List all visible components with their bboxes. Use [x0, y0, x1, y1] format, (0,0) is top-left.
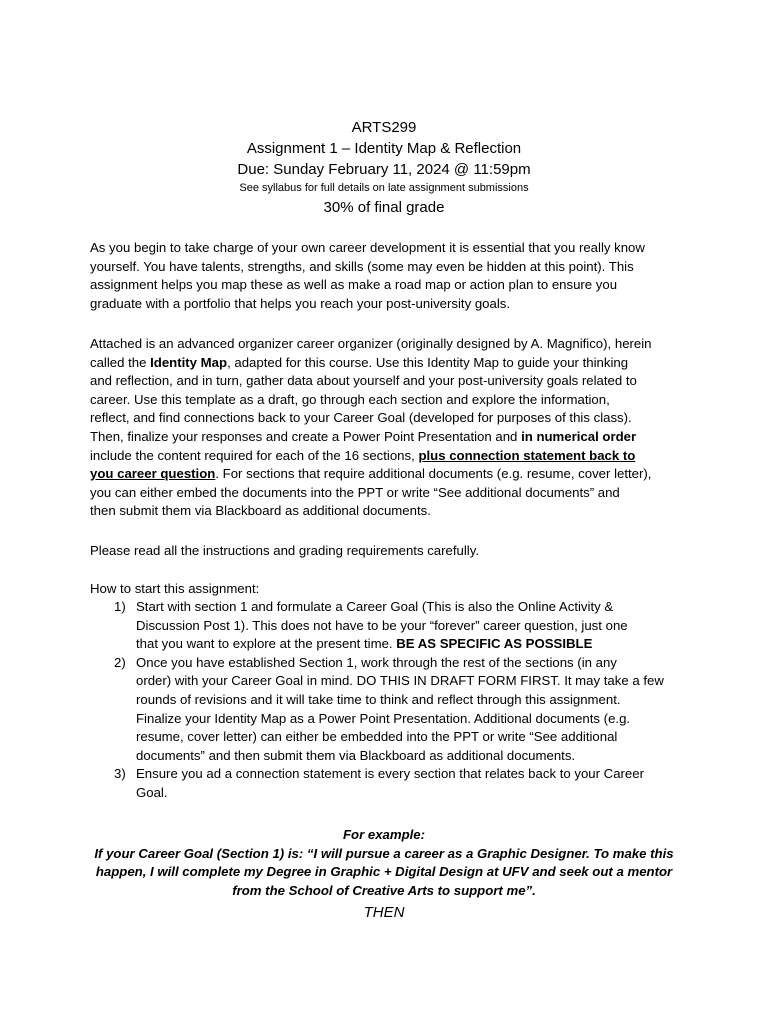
intro-paragraph [90, 239, 682, 313]
example-line: If your Career Goal (Section 1) is: “I will pursue a career as a Graphic Designer. To make this [94, 845, 674, 861]
example-line: from the School of Creative Arts to support me”. [232, 882, 536, 898]
list-line: order) with your Career Goal in mind. DO THIS IN DRAFT FORM FIRST. It may take a few [136, 673, 664, 689]
assignment-title: Assignment 1 – Identity Map & Reflection [246, 140, 522, 157]
list-line [136, 635, 694, 654]
connection-statement-emphasis: plus connection statement back to [418, 447, 636, 463]
organizer-line: Attached is an advanced organizer career organizer (originally designed by A. Magnifico), herein [90, 336, 652, 351]
steps-list [114, 598, 694, 803]
organizer-line [90, 465, 682, 484]
organizer-text: include the content required for each of the 16 sections, [90, 447, 419, 463]
example-heading: For example: [342, 827, 426, 842]
intro-line: assignment helps you map these as well as make a road map or action plan to ensure you [90, 277, 618, 293]
organizer-line [90, 428, 682, 447]
organizer-text: called the [90, 354, 151, 370]
organizer-line: and reflection, and in turn, gather data about yourself and your post-university goals related to [90, 373, 637, 389]
organizer-line [90, 354, 682, 373]
grade-weight: 30% of final grade [323, 199, 445, 216]
specific-emphasis: BE AS SPECIFIC AS POSSIBLE [396, 636, 593, 652]
intro-line: graduate with a portfolio that helps you reach your post-university goals. [90, 295, 511, 311]
due-date: Due: Sunday February 11, 2024 @ 11:59pm [237, 161, 531, 178]
example-line: happen, I will complete my Degree in Graphic + Digital Design at UFV and seek out a mentor [95, 864, 673, 880]
list-line: Discussion Post 1). This does not have to be your “forever” career question, just one [136, 617, 628, 633]
organizer-paragraph [90, 335, 682, 521]
list-line: Start with section 1 and formulate a Career Goal (This is also the Online Activity & [136, 599, 614, 614]
list-line: Finalize your Identity Map as a Power Point Presentation. Additional documents (e.g. [136, 710, 631, 726]
list-number: 1) [114, 599, 126, 614]
course-code: ARTS299 [351, 119, 417, 136]
organizer-text: Then, finalize your responses and create a Power Point Presentation and [90, 428, 522, 444]
example-block [0, 826, 768, 900]
how-to-heading [90, 580, 682, 599]
intro-line: yourself. You have talents, strengths, and skills (some may even be hidden at this point). This [90, 258, 634, 274]
list-line: Goal. [136, 784, 168, 800]
list-line: rounds of revisions and it will take time to think and reflect through this assignment. [136, 691, 621, 707]
list-number: 2) [114, 654, 126, 670]
list-line: resume, cover letter) can either be embedded into the PPT or write “See additional [136, 729, 618, 745]
list-item [114, 654, 694, 766]
numerical-order-emphasis: in numerical order [521, 428, 637, 444]
instructions-line: Please read all the instructions and grading requirements carefully. [90, 543, 479, 558]
intro-line: As you begin to take charge of your own career development it is essential that you really know [90, 240, 645, 255]
list-number: 3) [114, 766, 126, 782]
organizer-line: then submit them via Blackboard as additional documents. [90, 503, 431, 519]
organizer-text: , adapted for this course. Use this Identity Map to guide your thinking [227, 354, 629, 370]
then-label: THEN [363, 904, 405, 921]
organizer-line: you can either embed the documents into the PPT or write “See additional documents” and [90, 484, 620, 500]
list-line: Ensure you ad a connection statement is every section that relates back to your Career [136, 766, 644, 782]
career-question-emphasis: you career question [90, 466, 216, 482]
list-text: that you want to explore at the present time. [136, 636, 397, 652]
organizer-line: career. Use this template as a draft, go through each section and explore the information, [90, 391, 610, 407]
list-item [114, 765, 694, 802]
document-header [0, 118, 768, 219]
organizer-text: . For sections that require additional documents (e.g. resume, cover letter), [215, 466, 652, 482]
late-policy-note: See syllabus for full details on late assignment submissions [239, 182, 529, 194]
organizer-line [90, 447, 682, 466]
list-line: Once you have established Section 1, work through the rest of the sections (in any [136, 654, 617, 670]
organizer-line: reflect, and find connections back to your Career Goal (developed for purposes of this class). [90, 410, 632, 426]
list-item [114, 598, 694, 654]
identity-map-term: Identity Map [150, 354, 228, 370]
instructions-note [90, 542, 682, 561]
list-line: documents” and then submit them via Blackboard as additional documents. [136, 747, 576, 763]
how-to-heading-text: How to start this assignment: [90, 581, 260, 596]
